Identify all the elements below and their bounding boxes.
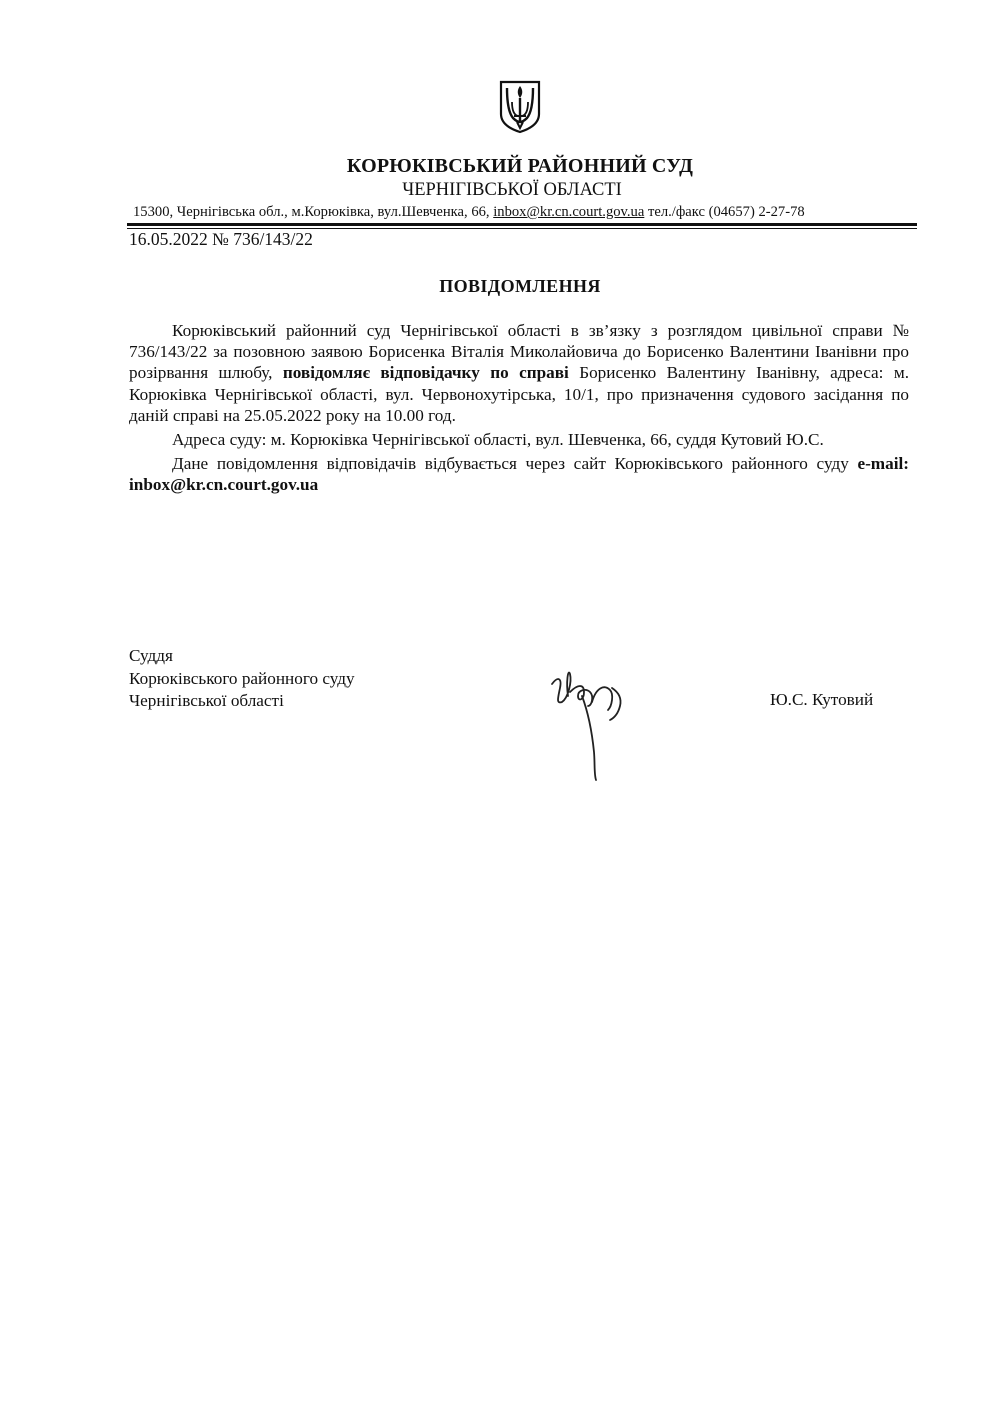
paragraph-court-address: Адреса суду: м. Корюківка Чернігівської області, вул. Шевченка, 66, суддя Кутовий Ю.С. [172, 430, 824, 450]
court-name: КОРЮКІВСЬКИЙ РАЙОННИЙ СУД [346, 155, 694, 177]
document-date-number: 16.05.2022 № 736/143/22 [129, 229, 313, 249]
signature-title: Суддя [129, 646, 173, 665]
document-body [129, 320, 909, 496]
court-region: ЧЕРНІГІВСЬКОЇ ОБЛАСТІ [402, 180, 622, 200]
paragraph-website-email: e-mail: inbox@kr.cn.court.gov.ua [129, 454, 909, 495]
paragraph-notice [129, 320, 909, 426]
judge-name: Ю.С. Кутовий [770, 690, 874, 709]
handwritten-signature [548, 662, 668, 787]
paragraph-notice-bold: повідомляє відповідачку по справі [282, 363, 569, 383]
paragraph-notice-start: Корюківський районний суд Чернігівської області в зв’язку з розглядом цивільної справи № 736/143/22 за позовною заявою Борисенка Віталія Миколайовича до Борисенко Валентини Іванівни про розірвання шлюбу, [129, 321, 909, 383]
signature-block [129, 645, 355, 713]
phone-text: тел./факс (04657) 2-27-78 [644, 204, 805, 220]
email-link[interactable]: inbox@kr.cn.court.gov.ua [493, 204, 645, 220]
address-text: 15300, Чернігівська обл., м.Корюківка, вул.Шевченка, 66, [133, 204, 494, 220]
signature-court: Корюківського районного суду [129, 668, 355, 688]
paragraph-website-text: Дане повідомлення відповідачів відбувається через сайт Корюківського районного суду [172, 454, 858, 474]
paragraph-notice-end: Борисенко Валентину Іванівну, адреса: м. Корюківка Чернігівської області, вул. Червонохутірська, 10/1, про призначення судового засідання по даній справі на 25.05.2022 року на 10.00 год. [129, 363, 909, 425]
court-address-line [133, 204, 909, 221]
header-divider-thick [127, 223, 917, 226]
paragraph-website [129, 453, 909, 495]
document-title: ПОВІДОМЛЕННЯ [439, 276, 601, 296]
coat-of-arms-emblem [499, 80, 541, 134]
signature-region: Чернігівської області [129, 691, 284, 710]
